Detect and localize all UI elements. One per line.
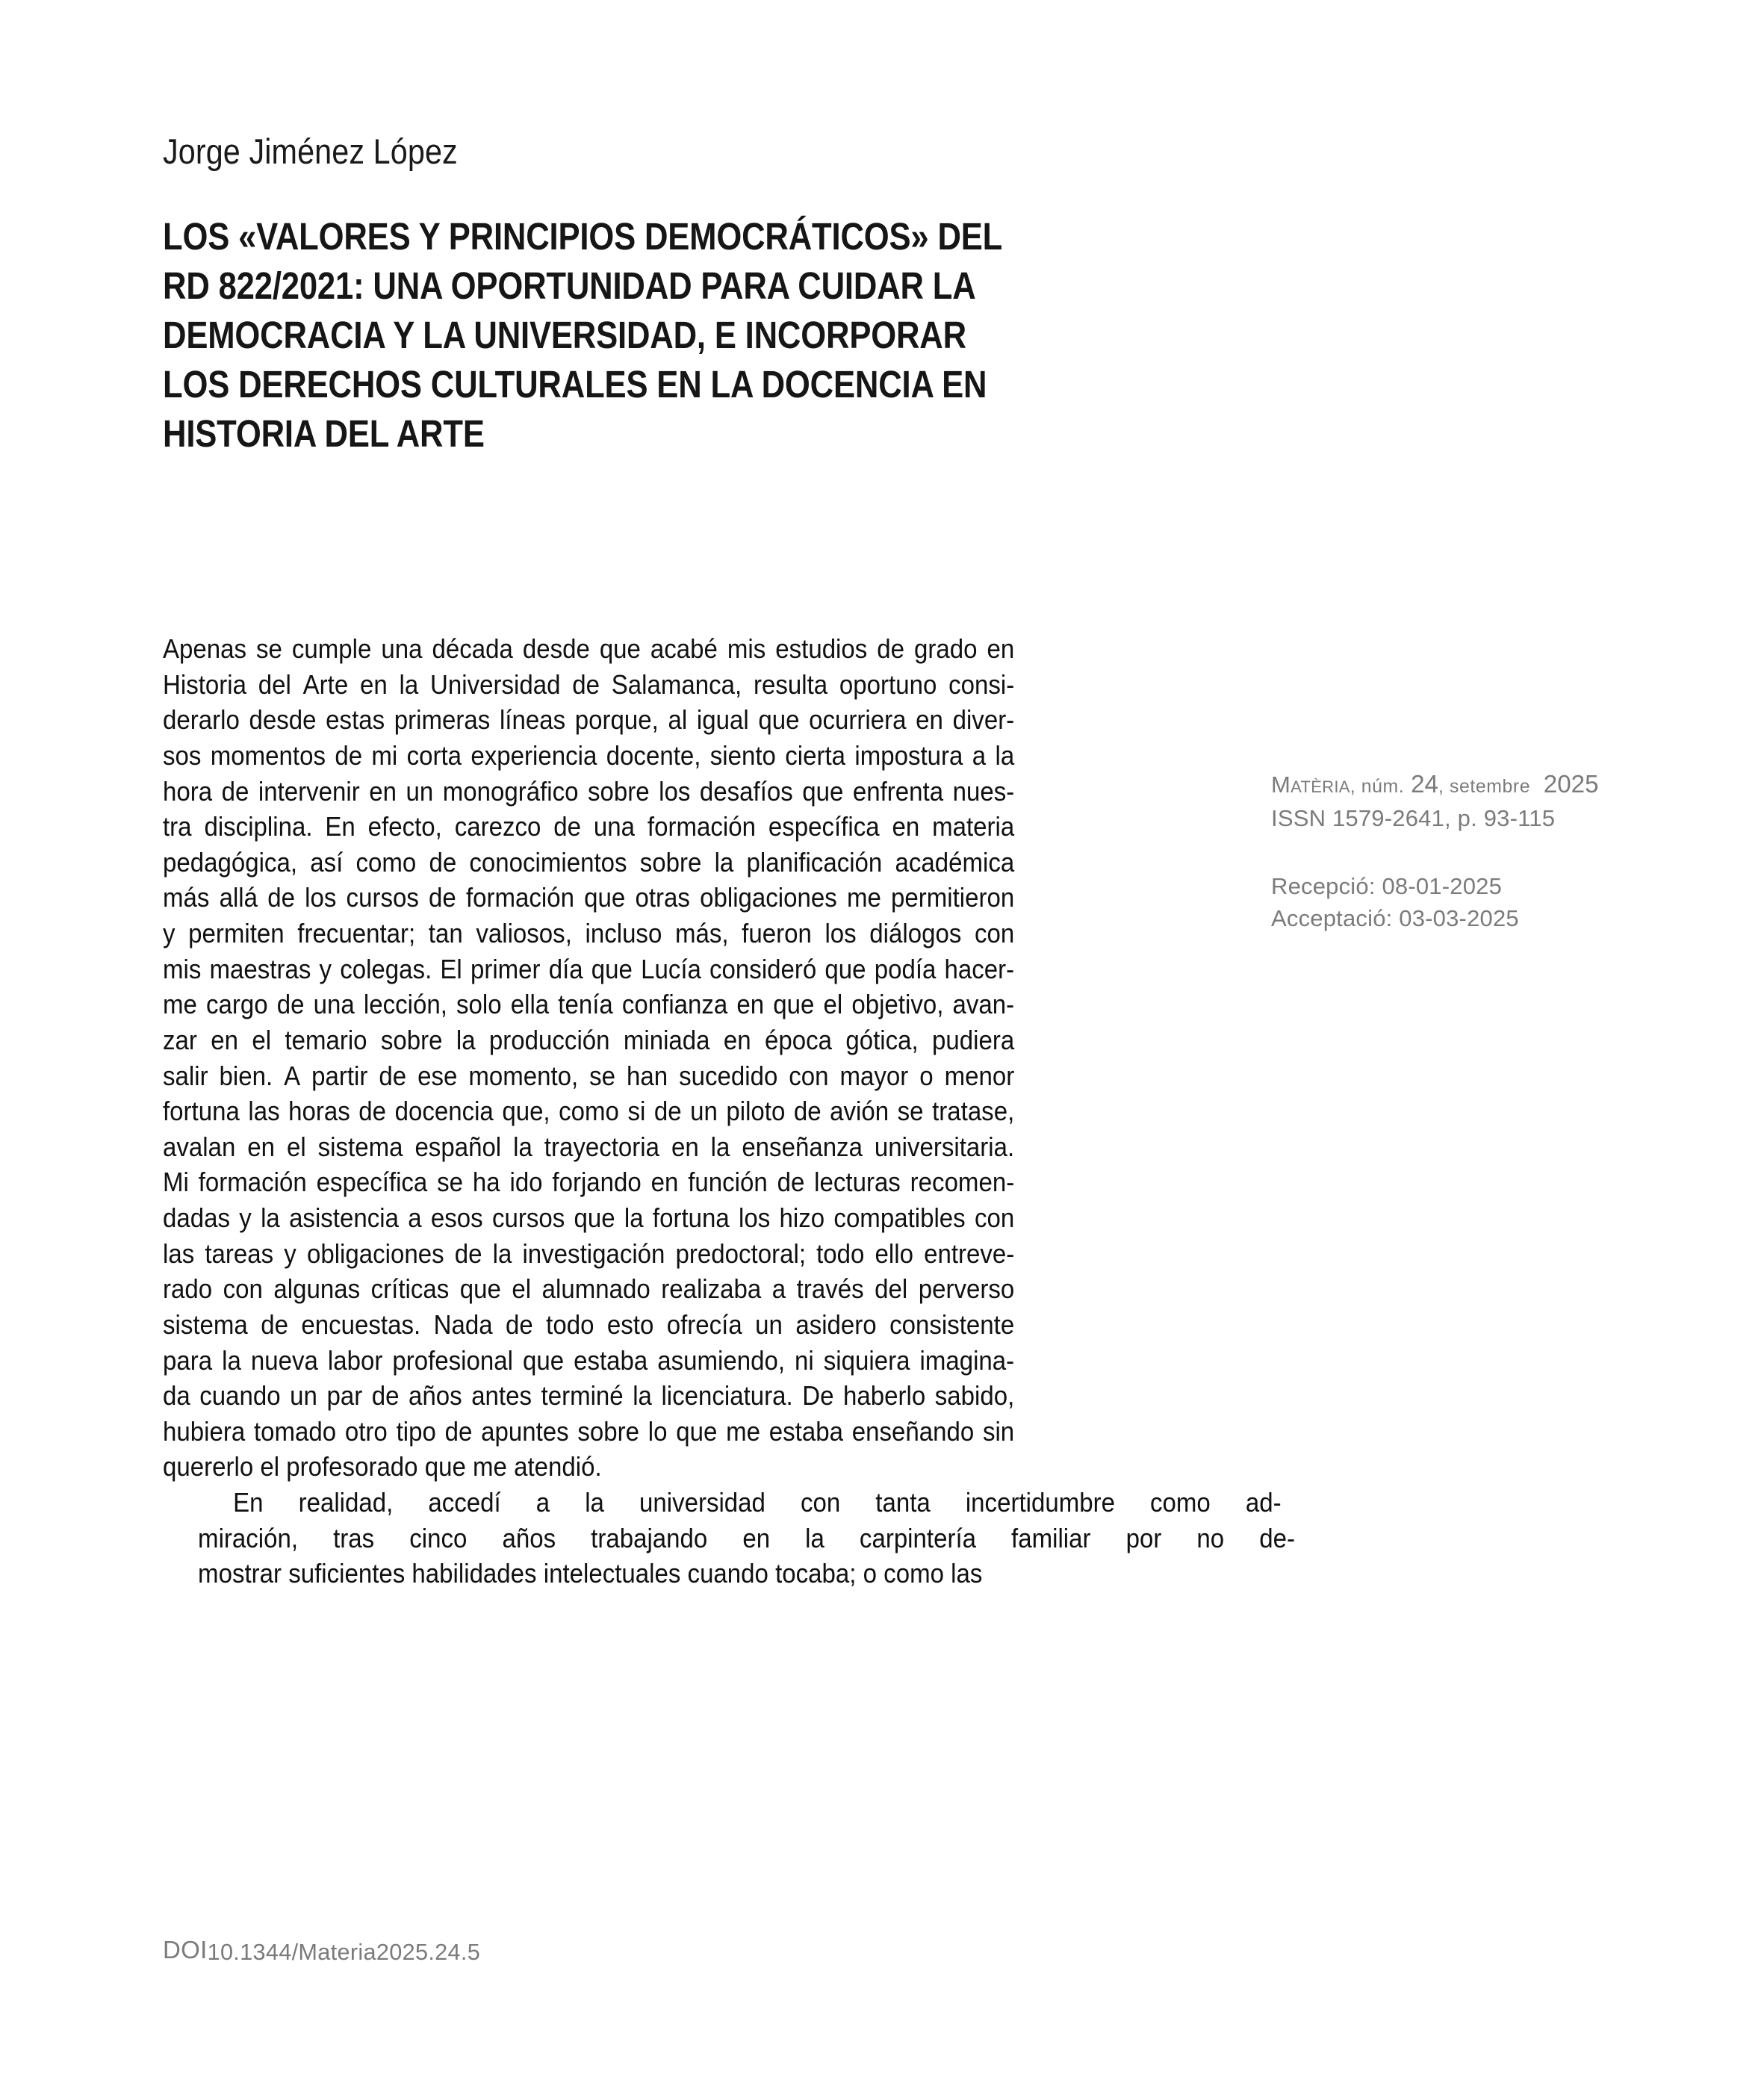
body-text-column: [163, 631, 1295, 1592]
title-line: HISTORIA DEL ARTE: [163, 412, 485, 456]
text-line: En realidad, accedí a la universidad con tanta incertidumbre como ad-: [233, 1487, 1282, 1518]
doi-value: 10.1344/Materia2025.24.5: [207, 1938, 481, 1965]
journal-month: , setembre: [1438, 777, 1531, 797]
text-line: sos momentos de mi corta experiencia docente, siento cierta impostura a la: [163, 739, 1015, 771]
text-line: zar en el temario sobre la producción miniada en época gótica, pudiera: [163, 1024, 1015, 1055]
title-line: RD 822/2021: UNA OPORTUNIDAD PARA CUIDAR LA: [163, 264, 976, 308]
journal-citation-line: [1271, 768, 1659, 802]
text-line: para la nueva labor profesional que estaba asumiendo, ni siquiera imagina-: [163, 1344, 1015, 1376]
text-line: da cuando un par de años antes terminé la licenciatura. De haberlo sabido,: [163, 1380, 1015, 1412]
page-title: [163, 212, 1146, 459]
text-line: más allá de los cursos de formación que otras obligaciones me permitieron: [163, 882, 1015, 913]
text-line: quererlo el profesorado que me atendió.: [163, 1451, 602, 1483]
text-line: mostrar suficientes habilidades intelectuales cuando tocaba; o como las: [198, 1558, 983, 1589]
author-name: Jorge Jiménez López: [163, 131, 458, 171]
text-line: pedagógica, así como de conocimientos sobre la planificación académica: [163, 846, 1015, 878]
title-line: LOS «VALORES Y PRINCIPIOS DEMOCRÁTICOS» DEL: [163, 215, 1003, 258]
reception-date: Recepció: 08-01-2025: [1271, 872, 1503, 899]
doi-label: DOI: [163, 1936, 208, 1963]
doi-footer[interactable]: [163, 1936, 480, 1964]
text-line: hubiera tomado otro tipo de apuntes sobre lo que me estaba enseñando sin: [163, 1415, 1015, 1447]
body-paragraph-1: [163, 631, 1014, 1485]
text-line: tra disciplina. En efecto, carezco de una formación específica en materia: [163, 811, 1015, 842]
issn-line: ISSN 1579-2641, p. 93-115: [1271, 805, 1556, 832]
text-line: mis maestras y colegas. El primer día que Lucía consideró que podía hacer-: [163, 953, 1015, 984]
text-line: miración, tras cinco años trabajando en la carpintería familiar por no de-: [198, 1522, 1295, 1553]
text-line: me cargo de una lección, solo ella tenía confianza en que el objetivo, avan-: [163, 989, 1015, 1020]
article-header: [163, 133, 1149, 485]
text-line: sistema de encuestas. Nada de todo esto ofrecía un asidero consistente: [163, 1308, 1015, 1340]
body-paragraph-2: [163, 1485, 1295, 1592]
text-line: dadas y la asistencia a esos cursos que la fortuna los hizo compatibles con: [163, 1202, 1015, 1233]
journal-year: 2025: [1543, 771, 1599, 798]
text-line: avalan en el sistema español la trayectoria en la enseñanza universitaria.: [163, 1131, 1015, 1162]
journal-issue-prefix: , núm.: [1350, 777, 1405, 797]
title-line: DEMOCRACIA Y LA UNIVERSIDAD, E INCORPORAR: [163, 314, 966, 357]
text-line: rado con algunas críticas que el alumnado realizaba a través del perverso: [163, 1273, 1015, 1305]
text-line: derarlo desde estas primeras líneas porque, al igual que ocurriera en diver-: [163, 704, 1015, 736]
text-line: y permiten frecuentar; tan valiosos, incluso más, fueron los diálogos con: [163, 918, 1015, 949]
text-line: salir bien. A partir de ese momento, se han sucedido con mayor o menor: [163, 1060, 1015, 1091]
text-line: las tareas y obligaciones de la investigación predoctoral; todo ello entreve-: [163, 1238, 1015, 1269]
text-line: Mi formación específica se ha ido forjando en función de lecturas recomen-: [163, 1167, 1015, 1198]
journal-issue-number: 24: [1411, 771, 1438, 798]
title-line: LOS DERECHOS CULTURALES EN LA DOCENCIA EN: [163, 363, 987, 406]
text-line: Historia del Arte en la Universidad de Salamanca, resulta oportuno consi-: [163, 668, 1015, 700]
text-line: fortuna las horas de docencia que, como si de un piloto de avión se tratase,: [163, 1096, 1015, 1127]
text-line: hora de intervenir en un monográfico sobre los desafíos que enfrenta nues-: [163, 775, 1015, 807]
journal-name: Matèria: [1271, 771, 1350, 798]
acceptance-date: Acceptació: 03-03-2025: [1271, 905, 1519, 932]
journal-metadata: [1271, 768, 1659, 935]
text-line: Apenas se cumple una década desde que acabé mis estudios de grado en: [163, 633, 1015, 664]
